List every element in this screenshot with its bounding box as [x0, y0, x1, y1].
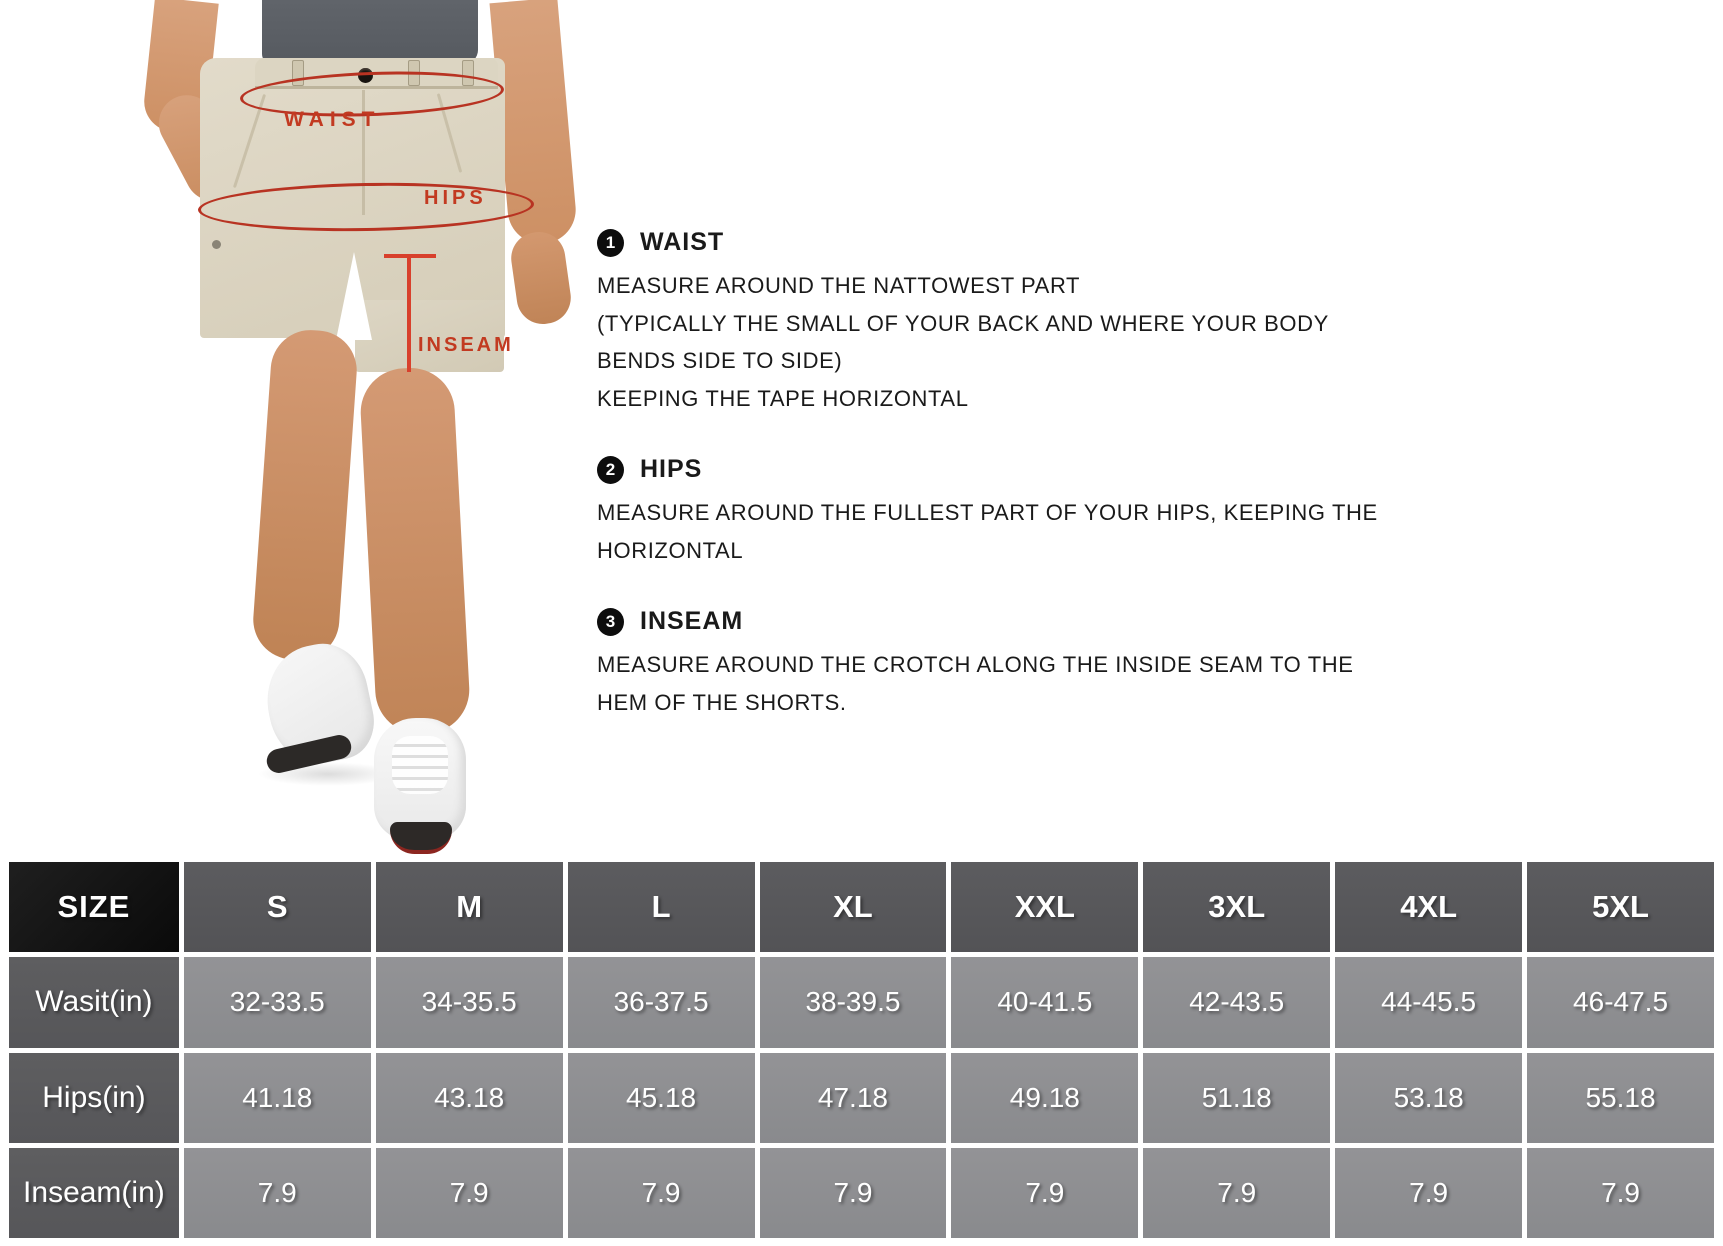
model-right-hand [508, 229, 574, 328]
waist-value-cell: 36-37.5 [568, 957, 755, 1047]
size-col-header-3xl: 3XL [1143, 862, 1330, 952]
waist-annotation-label: WAIST [284, 108, 381, 131]
hips-value-cell: 43.18 [376, 1053, 563, 1143]
inseam-value-cell: 7.9 [1527, 1148, 1714, 1238]
instruction-waist-body [597, 267, 1717, 417]
waist-value-cell: 32-33.5 [184, 957, 371, 1047]
inseam-value-cell: 7.9 [1335, 1148, 1522, 1238]
hips-value-cell: 49.18 [951, 1053, 1138, 1143]
instruction-hips-title: HIPS [640, 455, 703, 483]
inseam-measure-line [407, 254, 411, 372]
waist-value-cell: 42-43.5 [1143, 957, 1330, 1047]
hips-value-cell: 47.18 [760, 1053, 947, 1143]
instruction-inseam-header [597, 607, 1717, 636]
step-1-badge-icon: 1 [597, 229, 624, 257]
inseam-value-cell: 7.9 [184, 1148, 371, 1238]
size-col-header-s: S [184, 862, 371, 952]
step-3-badge-icon: 3 [597, 608, 624, 636]
instruction-line: MEASURE AROUND THE NATTOWEST PART [597, 273, 1081, 298]
hips-value-cell: 55.18 [1527, 1053, 1714, 1143]
model-shirt [262, 0, 478, 64]
instruction-hips [597, 455, 1717, 569]
model-photo [0, 0, 620, 860]
inseam-value-cell: 7.9 [951, 1148, 1138, 1238]
inseam-value-cell: 7.9 [1143, 1148, 1330, 1238]
instruction-waist-title: WAIST [640, 228, 725, 256]
instruction-hips-body [597, 494, 1717, 569]
size-col-header-m: M [376, 862, 563, 952]
waist-value-cell: 46-47.5 [1527, 957, 1714, 1047]
size-col-header-5xl: 5XL [1527, 862, 1714, 952]
instruction-line: MEASURE AROUND THE CROTCH ALONG THE INSIDE SEAM TO THE [597, 652, 1354, 677]
waist-value-cell: 34-35.5 [376, 957, 563, 1047]
inseam-value-cell: 7.9 [568, 1148, 755, 1238]
size-chart-table [4, 857, 1719, 1243]
pocket-snap [212, 240, 221, 249]
measure-instructions [597, 228, 1717, 721]
size-col-header-4xl: 4XL [1335, 862, 1522, 952]
instruction-inseam-body [597, 646, 1717, 721]
table-row-inseam [9, 1148, 1714, 1238]
row-label-inseam: Inseam(in) [9, 1148, 179, 1238]
right-shoe-toe [390, 822, 452, 854]
step-2-badge-icon: 2 [597, 456, 624, 484]
inseam-value-cell: 7.9 [376, 1148, 563, 1238]
table-header-row [9, 862, 1714, 952]
instruction-line: HORIZONTAL [597, 537, 744, 563]
model-left-leg [251, 327, 360, 662]
hips-value-cell: 53.18 [1335, 1053, 1522, 1143]
hips-value-cell: 41.18 [184, 1053, 371, 1143]
right-shoe-laces [392, 736, 448, 794]
row-label-hips: Hips(in) [9, 1053, 179, 1143]
table-row-hips [9, 1053, 1714, 1143]
table-row-waist [9, 957, 1714, 1047]
instruction-line: BENDS SIDE TO SIDE) [597, 348, 843, 373]
size-col-header-xl: XL [760, 862, 947, 952]
waist-value-cell: 40-41.5 [951, 957, 1138, 1047]
hips-value-cell: 45.18 [568, 1053, 755, 1143]
inseam-value-cell: 7.9 [760, 1148, 947, 1238]
hips-value-cell: 51.18 [1143, 1053, 1330, 1143]
model-right-leg [358, 366, 471, 736]
size-corner-header: SIZE [9, 862, 179, 952]
waist-value-cell: 44-45.5 [1335, 957, 1522, 1047]
instruction-waist [597, 228, 1717, 417]
instruction-inseam-title: INSEAM [640, 607, 744, 635]
instruction-hips-header [597, 455, 1717, 484]
row-label-waist: Wasit(in) [9, 957, 179, 1047]
instruction-line: KEEPING THE TAPE HORIZONTAL [597, 385, 969, 411]
instruction-line: HEM OF THE SHORTS. [597, 689, 847, 715]
hips-annotation-label: HIPS [424, 187, 487, 209]
size-col-header-xxl: XXL [951, 862, 1138, 952]
size-col-header-l: L [568, 862, 755, 952]
instruction-line: (TYPICALLY THE SMALL OF YOUR BACK AND WHERE YOUR BODY [597, 310, 1329, 336]
inseam-annotation-label: INSEAM [418, 334, 514, 356]
instruction-waist-header [597, 228, 1717, 257]
instruction-inseam [597, 607, 1717, 721]
waist-value-cell: 38-39.5 [760, 957, 947, 1047]
instruction-line: MEASURE AROUND THE FULLEST PART OF YOUR HIPS, KEEPING THE [597, 500, 1378, 525]
